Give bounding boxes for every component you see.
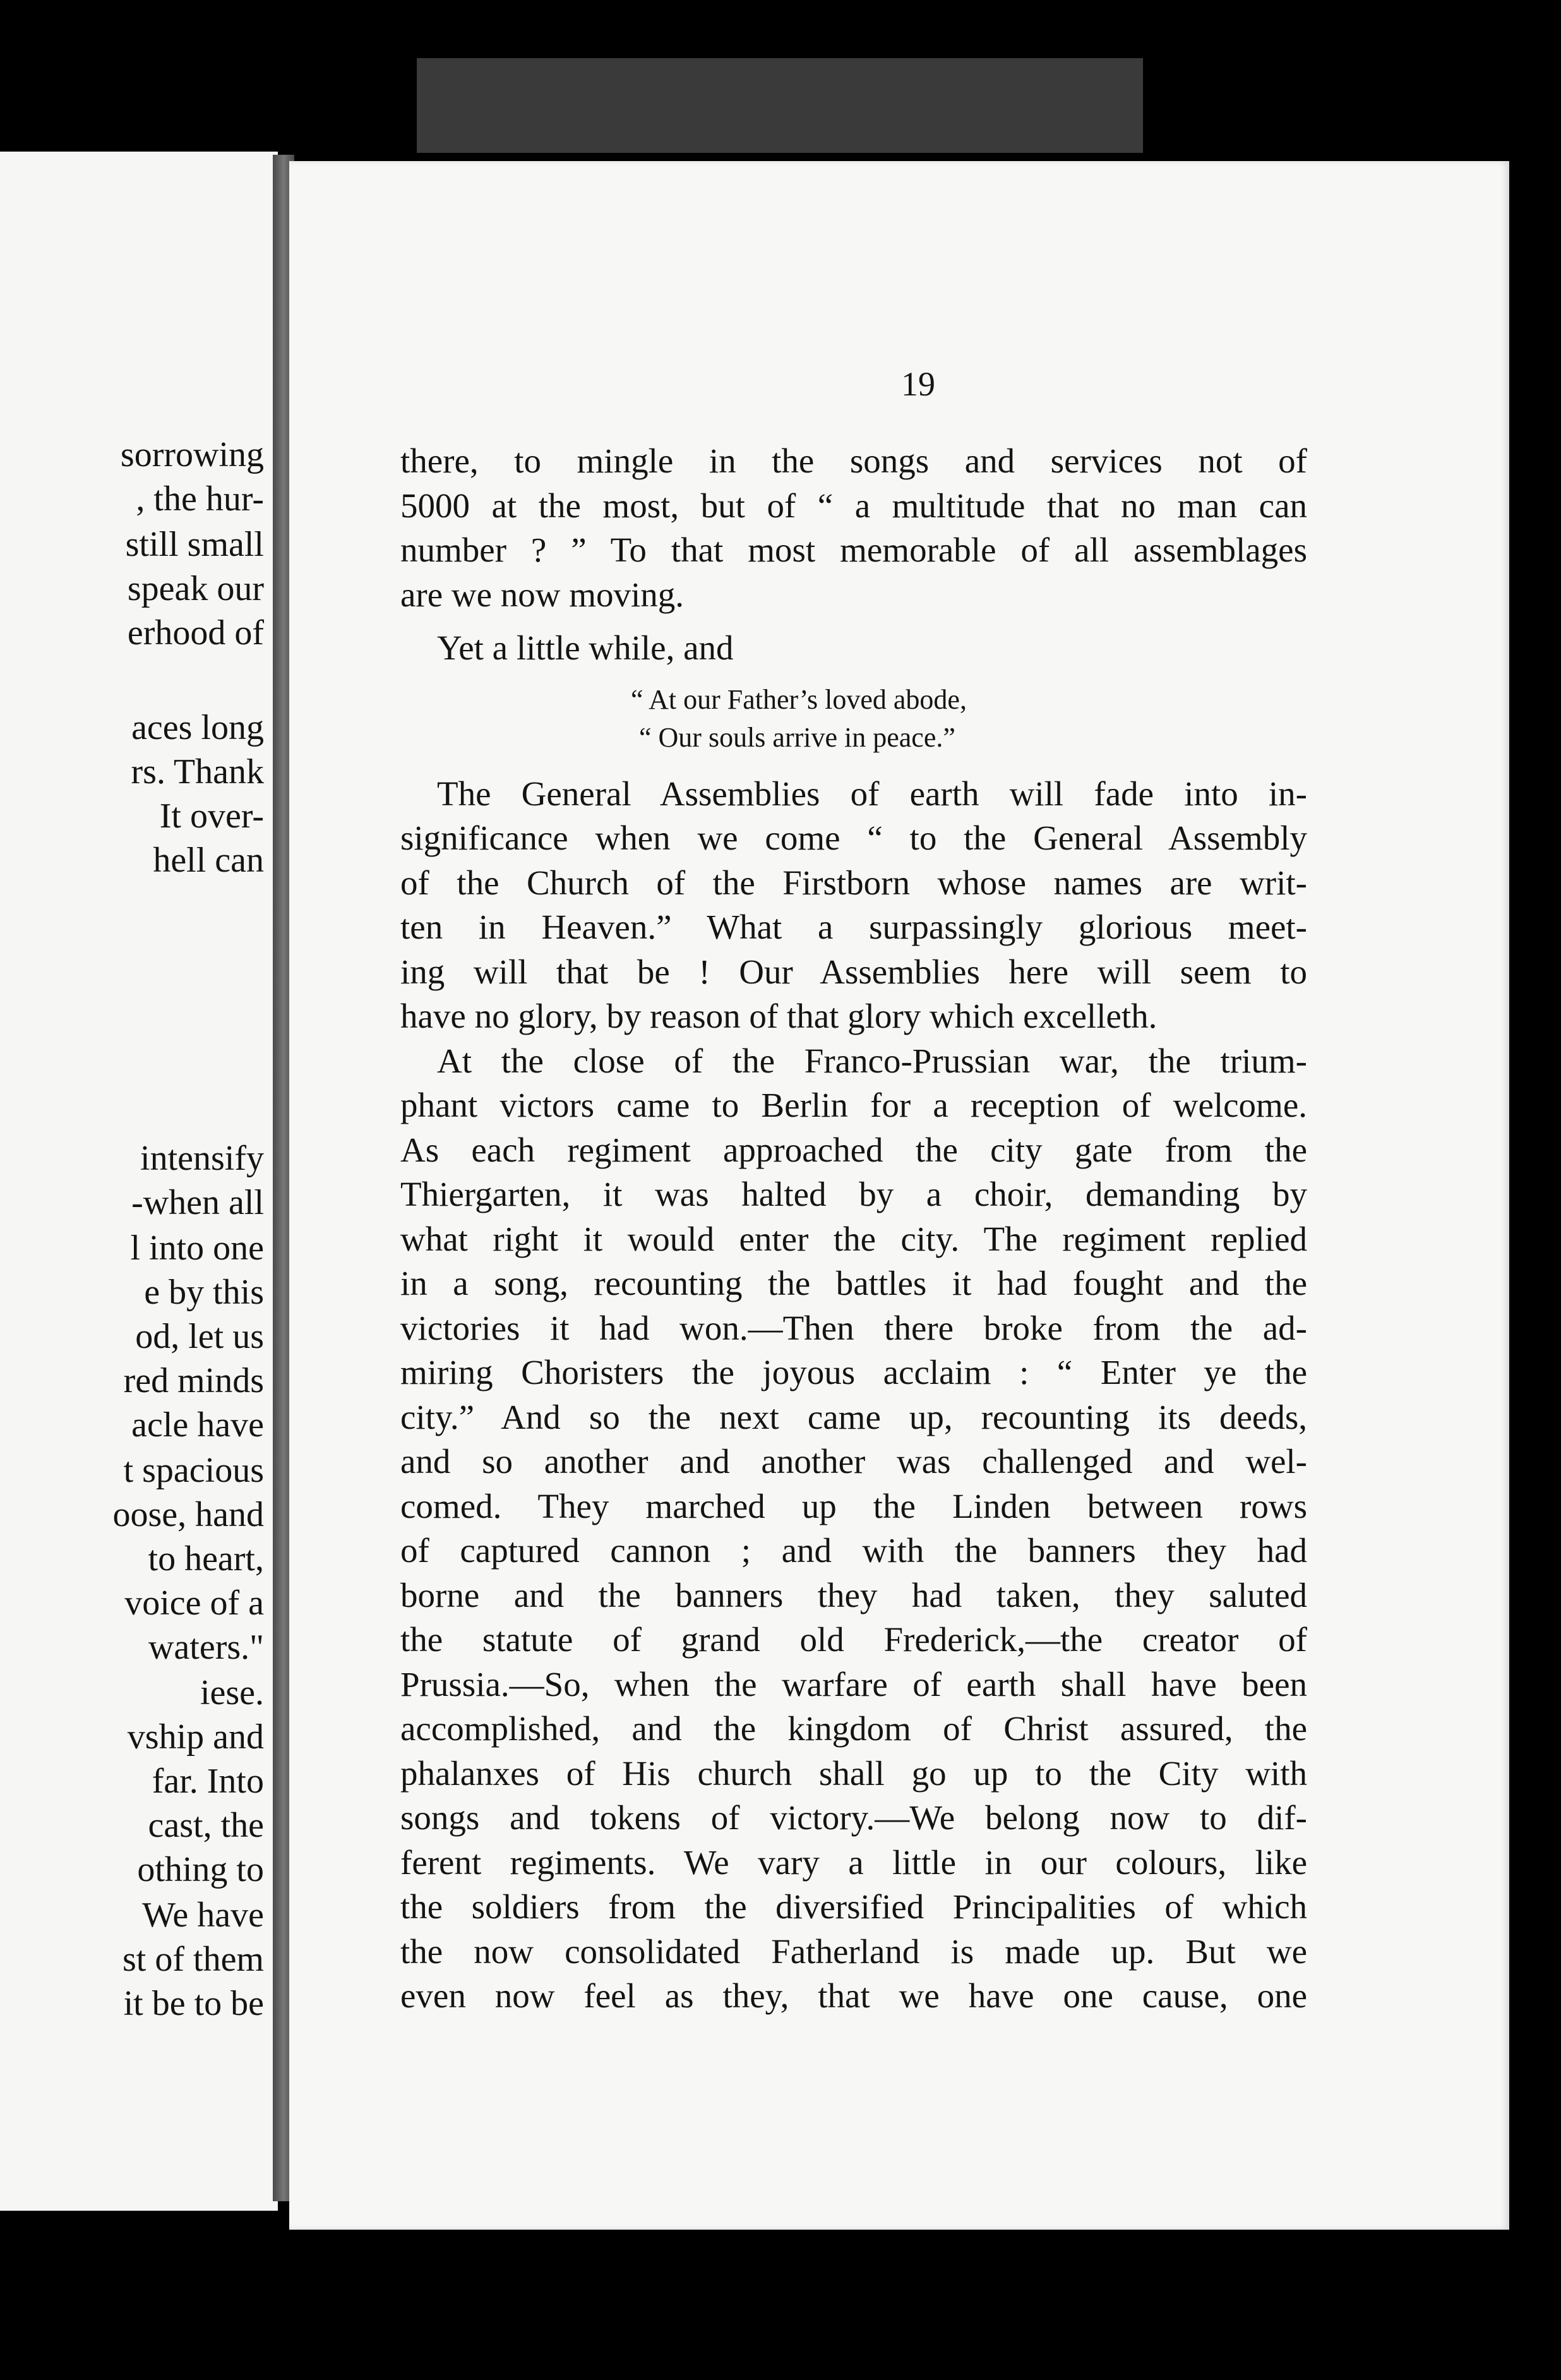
facing-line: hell can: [153, 841, 264, 880]
facing-line: sorrowing: [120, 435, 264, 474]
text-line: ten in Heaven.” What a surpassingly glorious meet-: [400, 908, 1307, 946]
text-line: number ? ” To that most memorable of all assemblages: [400, 531, 1307, 569]
facing-line: cast, the: [148, 1806, 264, 1845]
facing-line: far. Into: [152, 1762, 264, 1801]
facing-line: st of them: [123, 1940, 264, 1979]
text-line: even now feel as they, that we have one cause, one: [400, 1976, 1307, 2015]
text-line: accomplished, and the kingdom of Christ assured, the: [400, 1709, 1307, 1748]
text-line: As each regiment approached the city gate from the: [400, 1130, 1307, 1169]
facing-line: It over-: [159, 796, 264, 836]
text-line: are we now moving.: [400, 575, 685, 614]
facing-line: e by this: [144, 1273, 264, 1312]
facing-line: to heart,: [148, 1539, 264, 1578]
text-line: songs and tokens of victory.—We belong now to dif-: [400, 1798, 1307, 1837]
facing-line: speak our: [127, 569, 264, 608]
facing-line: -when all: [131, 1183, 264, 1222]
facing-line: waters.": [148, 1628, 264, 1667]
text-line: there, to mingle in the songs and services not of: [400, 442, 1307, 480]
facing-line: iese.: [200, 1673, 264, 1712]
text-line: miring Choristers the joyous acclaim : “ Enter ye the: [400, 1353, 1307, 1391]
text-line: Thiergarten, it was halted by a choir, demanding by: [400, 1175, 1307, 1213]
facing-line: t spacious: [123, 1451, 264, 1490]
facing-line: erhood of: [127, 613, 264, 652]
text-line: the statute of grand old Frederick,—the creator of: [400, 1620, 1307, 1659]
text-line: At the close of the Franco-Prussian war, the trium-: [437, 1041, 1307, 1080]
main-page: [289, 161, 1509, 2230]
text-line: and so another and another was challenged and wel-: [400, 1442, 1307, 1481]
facing-line: We have: [142, 1896, 264, 1935]
facing-line: od, let us: [135, 1317, 264, 1356]
facing-line: aces long: [131, 708, 264, 747]
verse-line: “ Our souls arrive in peace.”: [639, 721, 955, 753]
text-line: city.” And so the next came up, recounting its deeds,: [400, 1397, 1307, 1436]
text-line: have no glory, by reason of that glory which excelleth.: [400, 997, 1157, 1035]
text-line: what right it would enter the city. The regiment replied: [400, 1219, 1307, 1258]
scanner-strip: [417, 58, 1143, 153]
facing-line: acle have: [131, 1405, 264, 1445]
page-number: 19: [901, 365, 935, 403]
facing-line: l into one: [130, 1229, 264, 1268]
text-line: Prussia.—So, when the warfare of earth shall have been: [400, 1664, 1307, 1704]
facing-line: still small: [125, 525, 264, 564]
text-line: phant victors came to Berlin for a reception of welcome.: [400, 1086, 1307, 1124]
text-line: in a song, recounting the battles it had fought and the: [400, 1264, 1307, 1302]
facing-line: red minds: [123, 1361, 264, 1400]
text-line: significance when we come “ to the General Assembly: [400, 819, 1307, 857]
facing-line: vship and: [127, 1717, 264, 1757]
facing-line: rs. Thank: [131, 752, 264, 791]
facing-page: [0, 152, 278, 2211]
text-line: of captured cannon ; and with the banners they had: [400, 1531, 1307, 1570]
text-line: 5000 at the most, but of “ a multitude that no man can: [400, 486, 1307, 525]
text-line: the soldiers from the diversified Principalities of which: [400, 1887, 1307, 1926]
facing-line: intensify: [140, 1139, 264, 1178]
text-line: the now consolidated Fatherland is made up. But we: [400, 1932, 1307, 1971]
facing-line: it be to be: [123, 1984, 264, 2023]
text-line: ing will that be ! Our Assemblies here will seem to: [400, 952, 1307, 991]
text-line: Yet a little while, and: [437, 628, 734, 667]
facing-line: voice of a: [124, 1584, 264, 1623]
text-line: The General Assemblies of earth will fade into in-: [437, 774, 1307, 813]
text-line: borne and the banners they had taken, they saluted: [400, 1575, 1307, 1614]
body-text: [400, 439, 1307, 2019]
text-line: comed. They marched up the Linden between rows: [400, 1486, 1307, 1525]
text-line: phalanxes of His church shall go up to the City with: [400, 1753, 1307, 1793]
text-line: victories it had won.—Then there broke from the ad-: [400, 1308, 1307, 1347]
text-line: of the Church of the Firstborn whose names are writ-: [400, 863, 1307, 902]
text-line: ferent regiments. We vary a little in our colours, like: [400, 1842, 1307, 1882]
facing-line: , the hur-: [136, 479, 264, 519]
verse-line: “ At our Father’s loved abode,: [631, 683, 967, 715]
facing-line: othing to: [137, 1850, 264, 1889]
facing-line: oose, hand: [112, 1495, 264, 1534]
